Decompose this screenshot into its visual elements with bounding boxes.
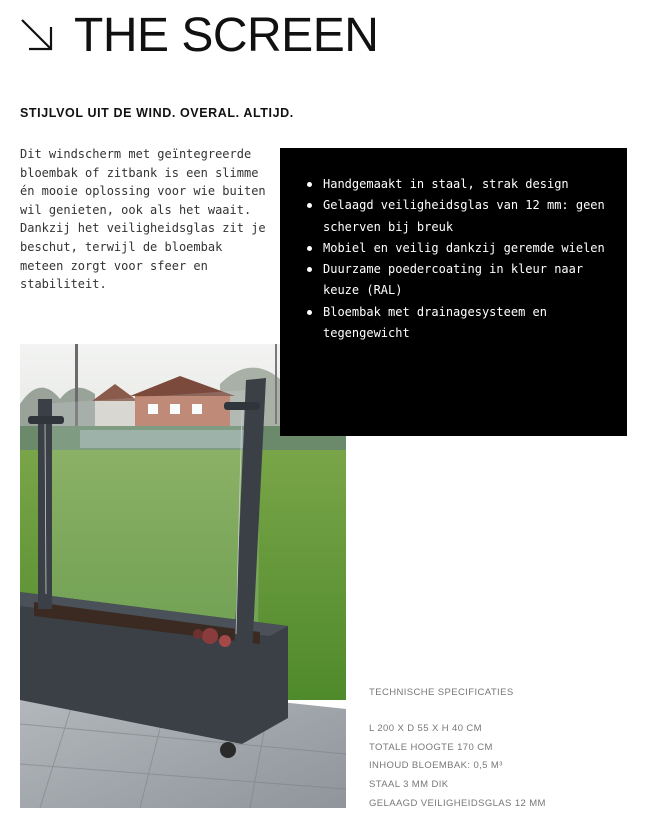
specs-list — [369, 720, 546, 814]
spec-item: STAAL 3 MM DIK — [369, 779, 449, 791]
specs-title: TECHNISCHE SPECIFICATIES — [369, 687, 514, 698]
feature-text: Mobiel en veilig dankzij geremde wielen — [323, 240, 605, 255]
bullet-icon — [307, 267, 312, 272]
feature-text: Bloembak met drainagesysteem en tegengewicht — [323, 304, 547, 341]
spec-item: L 200 X D 55 X H 40 CM — [369, 723, 482, 734]
feature-item — [303, 238, 617, 259]
bullet-icon — [307, 203, 312, 208]
features-panel — [280, 148, 627, 436]
spec-item: INHOUD BLOEMBAK: 0,5 M³ — [369, 760, 503, 772]
page-title: THE SCREEN — [74, 9, 379, 62]
feature-item — [303, 259, 617, 302]
bullet-icon — [307, 182, 312, 187]
arrow-down-right-icon — [20, 18, 54, 52]
feature-text: Gelaagd veiligheidsglas van 12 mm: geen scherven bij breuk — [323, 198, 605, 234]
subtitle: STIJLVOL UIT DE WIND. OVERAL. ALTIJD. — [20, 106, 294, 120]
intro-paragraph: Dit windscherm met geïntegreerde bloembak of zitbank is een slimme én mooie oplossing voor wie buiten wil genieten, ook als het waait. Dankzij het veiligheidsglas zit je beschut, terwijl de bloembak meteen zorgt voor sfeer en stabiliteit. — [20, 147, 266, 292]
features-list — [280, 148, 627, 344]
bullet-icon — [307, 246, 312, 251]
feature-text: Duurzame poedercoating in kleur naar keuze (RAL) — [323, 262, 584, 298]
feature-item — [303, 302, 617, 345]
spec-item: GELAAGD VEILIGHEIDSGLAS 12 MM — [369, 797, 546, 809]
feature-text: Handgemaakt in staal, strak design — [323, 177, 569, 191]
feature-item — [303, 195, 617, 238]
feature-item — [303, 174, 617, 195]
bullet-icon — [307, 310, 312, 315]
spec-item: TOTALE HOOGTE 170 CM — [369, 741, 493, 753]
